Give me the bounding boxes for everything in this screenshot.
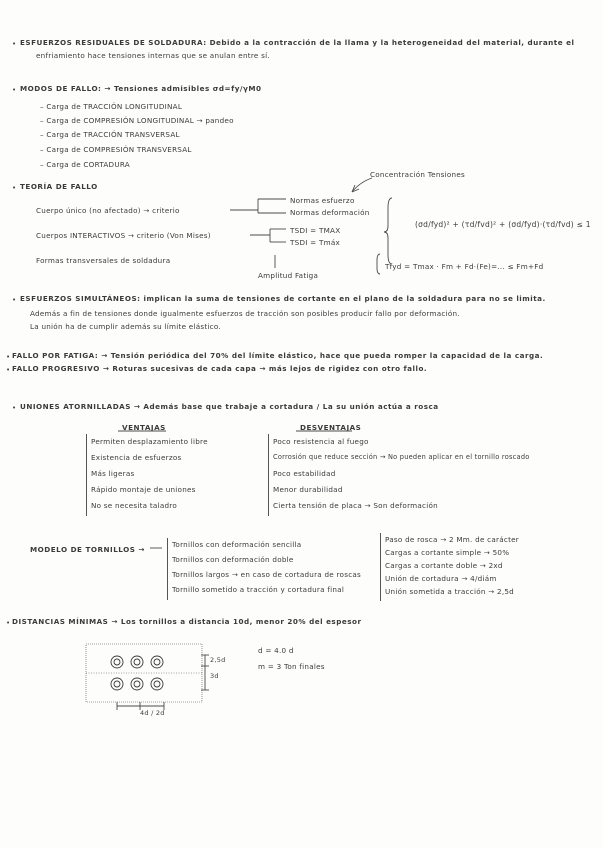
- failure-mode-item: – Carga de COMPRESIÓN LONGITUDINAL → pandeo: [40, 116, 234, 125]
- progressive-failure-line: FALLO PROGRESIVO → Roturas sucesivas de cada capa → más lejos de rigidez con otro fallo.: [12, 364, 428, 373]
- failure-mode-text: Carga de TRACCIÓN LONGITUDINAL: [46, 102, 183, 111]
- bullet: •: [12, 86, 17, 94]
- disadvantage-item: Menor durabilidad: [273, 485, 343, 494]
- failure-mode-item: – Carga de TRACCIÓN TRANSVERSAL: [40, 130, 180, 139]
- distance-note-2: m = 3 Ton finales: [258, 662, 325, 671]
- theory-item-3: Formas transversales de soldadura: [36, 256, 171, 265]
- minimum-distances-line: DISTANCIAS MÍNIMAS → Los tornillos a distancia 10d, menor 20% del espesor: [12, 617, 362, 626]
- theory-item-2a: TSDI = TMAX: [290, 226, 341, 235]
- bullet: •: [12, 40, 17, 48]
- disadvantage-item: Poco resistencia al fuego: [273, 437, 369, 446]
- bolt-hole: [151, 678, 163, 690]
- theory-item-1: Cuerpo único (no afectado) → criterio: [36, 206, 180, 215]
- concentration-note: Concentración Tensiones: [370, 170, 466, 179]
- advantage-item: Existencia de esfuerzos: [91, 453, 182, 462]
- fatigue-line: FALLO POR FATIGA: → Tensión periódica del 70% del límite elástico, hace que pueda romper la capacidad de la carga.: [12, 351, 544, 360]
- failure-mode-item: – Carga de CORTADURA: [40, 160, 130, 169]
- disadvantage-item: Corrosión que reduce sección → No pueden aplicar en el tornillo roscado: [273, 453, 530, 461]
- bolt-hole: [111, 678, 123, 690]
- bullet: •: [12, 404, 17, 412]
- formula-brace: [384, 198, 392, 264]
- failure-mode-text: Carga de COMPRESIÓN LONGITUDINAL → pandeo: [46, 116, 234, 125]
- theory-item-1b: Normas deformación: [290, 208, 370, 217]
- failure-mode-text: Carga de TRACCIÓN TRANSVERSAL: [46, 130, 180, 139]
- bolt-model-item: Tornillos con deformación sencilla: [172, 540, 302, 549]
- theory-item-2b: TSDI = Tmáx: [290, 238, 340, 247]
- fatigue-formula: Tfyd = Tmax · Fm + Fd·(Fe)=... ≤ Fm+Fd: [385, 262, 544, 271]
- simultaneous-line-1: ESFUERZOS SIMULTÁNEOS: implican la suma de tensiones de cortante en el plano de la soldadura para no se limita.: [20, 294, 546, 303]
- failure-mode-text: Carga de COMPRESIÓN TRANSVERSAL: [46, 145, 192, 154]
- advantage-item: Permiten desplazamiento libre: [91, 437, 208, 446]
- failure-mode-item: – Carga de TRACCIÓN LONGITUDINAL: [40, 102, 183, 111]
- disadvantage-item: Cierta tensión de placa → Son deformación: [273, 501, 438, 510]
- bolt-model-right-item: Unión de cortadura → 4/diám: [385, 574, 497, 583]
- disadvantage-item: Poco estabilidad: [273, 469, 336, 478]
- bolt-model-heading: MODELO DE TORNILLOS →: [30, 545, 145, 554]
- bolt-model-item: Tornillos con deformación doble: [172, 555, 294, 564]
- advantage-item: No se necesita taladro: [91, 501, 177, 510]
- dimension-label-b: 3d: [210, 672, 219, 680]
- bullet: •: [12, 184, 17, 192]
- bolt-model-right-item: Unión sometida a tracción → 2,5d: [385, 587, 514, 596]
- disadvantages-heading: DESVENTAJAS: [300, 423, 362, 432]
- dimension-label-a: 2,5d: [210, 656, 226, 664]
- advantage-item: Más ligeras: [91, 469, 135, 478]
- bullet: •: [6, 366, 11, 374]
- bullet: •: [6, 619, 11, 627]
- residual-stress-line-2: enfriamiento hace tensiones internas que se anulan entre sí.: [36, 51, 270, 60]
- bolt-model-right-item: Cargas a cortante simple → 50%: [385, 548, 510, 557]
- advantages-heading: VENTAJAS: [122, 423, 166, 432]
- residual-stress-line-1: ESFUERZOS RESIDUALES DE SOLDADURA: Debido a la contracción de la llama y la heterogeneidad del material, durante el: [20, 38, 575, 47]
- bolt-model-item: Tornillos largos → en caso de cortadura de roscas: [172, 570, 362, 579]
- simultaneous-line-2: Además a fin de tensiones donde igualmente esfuerzos de tracción son posibles producir fallo por deformación.: [30, 309, 460, 318]
- bolt-model-item: Tornillo sometido a tracción y cortadura final: [172, 585, 345, 594]
- theory-item-2: Cuerpos INTERACTIVOS → criterio (Von Mises): [36, 231, 211, 240]
- bolted-joints-heading: UNIONES ATORNILLADAS → Además base que trabaje a cortadura / La su unión actúa a rosca: [20, 402, 439, 411]
- theory-item-1a: Normas esfuerzo: [290, 196, 355, 205]
- failure-mode-item: – Carga de COMPRESIÓN TRANSVERSAL: [40, 145, 192, 154]
- distance-note-1: d = 4.0 d: [258, 646, 294, 655]
- failure-mode-text: Carga de CORTADURA: [46, 160, 130, 169]
- bullet: •: [6, 353, 11, 361]
- bullet: •: [12, 296, 17, 304]
- fatigue-amplitude-label: Amplitud Fatiga: [258, 271, 319, 280]
- dimension-label-c: 4d / 2d: [140, 709, 165, 717]
- failure-theory-heading: TEORÍA DE FALLO: [20, 182, 98, 191]
- bolt-hole: [151, 656, 163, 668]
- simultaneous-line-3: La unión ha de cumplir además su límite elástico.: [30, 322, 221, 331]
- bolt-hole: [131, 678, 143, 690]
- bolt-model-right-item: Cargas a cortante doble → 2xd: [385, 561, 503, 570]
- bolt-model-right-item: Paso de rosca → 2 Mm. de carácter: [385, 535, 520, 544]
- bolt-hole: [131, 656, 143, 668]
- interaction-formula: (σd/fyd)² + (τd/fvd)² + (σd/fyd)·(τd/fvd) ≤ 1: [415, 220, 591, 229]
- failure-modes-heading: MODOS DE FALLO: → Tensiones admisibles σd=fy/γM0: [20, 84, 262, 93]
- bolt-hole: [111, 656, 123, 668]
- advantage-item: Rápido montaje de uniones: [91, 485, 196, 494]
